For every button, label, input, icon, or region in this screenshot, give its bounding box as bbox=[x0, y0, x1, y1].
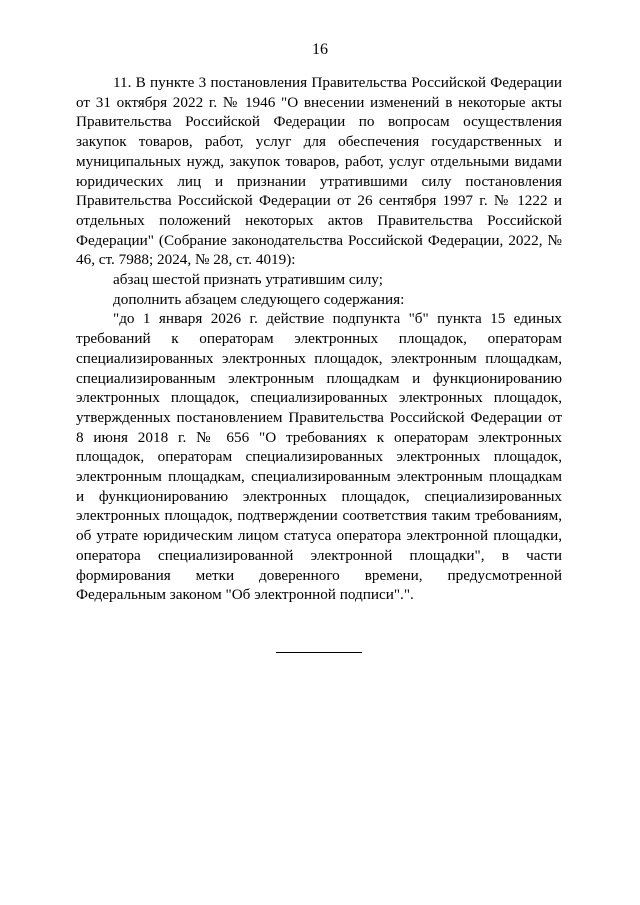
paragraph-new-subparagraph-text: "до 1 января 2026 г. действие подпункта "б" пункта 15 единых требований к операторам электронных площадок, операторам специализированных электронных площадок, электронным площадкам, специализированным электронным площадкам и функционированию электронных площадок, специализированных электронных площадок, утвержденных постановлением Правительства Российской Федерации от 8 июня 2018 г. № 656 "О требованиях к операторам электронных площадок, операторам специализированных электронных площадок, электронным площадкам, специализированным электронным площадкам и функционированию электронных площадок, специализированных электронных площадок, подтверждении соответствия таким требованиям, об утрате юридическим лицом статуса оператора электронной площадки, оператора специализированной электронной площадки", в части формирования метки доверенного времени, предусмотренной Федеральным законом "Об электронной подписи".". bbox=[76, 310, 562, 604]
page-number: 16 bbox=[312, 41, 328, 58]
paragraph-supplement-intro: дополнить абзацем следующего содержания: bbox=[113, 290, 405, 308]
end-separator-line bbox=[276, 652, 362, 653]
document-body bbox=[76, 73, 562, 605]
paragraph-item-11: 11. В пункте 3 постановления Правительства Российской Федерации от 31 октября 2022 г. № 1946 "О внесении изменений в некоторые акты Правительства Российской Федерации по вопросам осуществления закупок товаров, работ, услуг для обеспечения государственных и муниципальных нужд, закупок товаров, работ, услуг отдельными видами юридических лиц и признании утратившими силу постановления Правительства Российской Федерации от 26 сентября 1997 г. № 1222 и отдельных положений некоторых актов Правительства Российской Федерации" (Собрание законодательства Российской Федерации, 2022, № 46, ст. 7988; 2024, № 28, ст. 4019): bbox=[76, 74, 562, 269]
paragraph-repeal-sixth-subparagraph: абзац шестой признать утратившим силу; bbox=[113, 271, 383, 289]
